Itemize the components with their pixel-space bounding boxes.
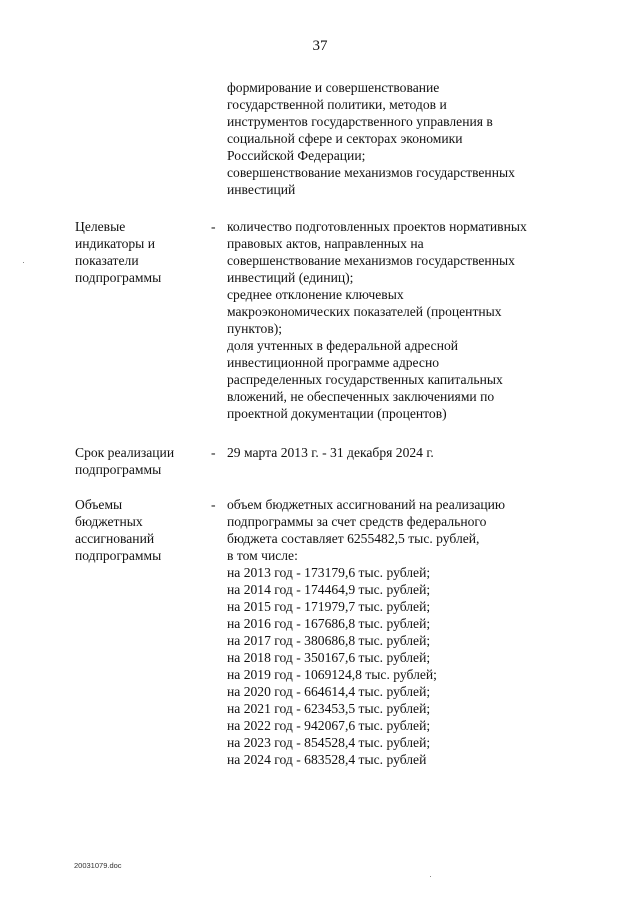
- section-value-indicators: [227, 218, 572, 422]
- label-line: индикаторы и: [75, 236, 155, 251]
- year-amount-line: на 2016 год - 167686,8 тыс. рублей;: [227, 616, 431, 631]
- label-line: Объемы: [75, 497, 123, 512]
- value-line: инвестиций (единиц);: [227, 270, 354, 285]
- year-amount-line: на 2021 год - 623453,5 тыс. рублей;: [227, 701, 431, 716]
- value-line: бюджета составляет 6255482,5 тыс. рублей,: [227, 531, 480, 546]
- intro-line: формирование и совершенствование: [227, 80, 440, 95]
- intro-line: социальной сфере и секторах экономики: [227, 131, 463, 146]
- label-line: подпрограммы: [75, 270, 162, 285]
- value-line: совершенствование механизмов государственных: [227, 253, 515, 268]
- intro-line: инвестиций: [227, 182, 296, 197]
- intro-line: государственной политики, методов и: [227, 97, 447, 112]
- value-line: пунктов);: [227, 321, 283, 336]
- year-amount-line: на 2022 год - 942067,6 тыс. рублей;: [227, 718, 431, 733]
- value-line: правовых актов, направленных на: [227, 236, 424, 251]
- page-number: 37: [312, 38, 328, 54]
- label-line: подпрограммы: [75, 462, 162, 477]
- year-amount-line: на 2018 год - 350167,6 тыс. рублей;: [227, 650, 431, 665]
- section-dash: -: [211, 219, 216, 234]
- value-line: 29 марта 2013 г. - 31 декабря 2024 г.: [227, 445, 434, 460]
- value-line: подпрограммы за счет средств федерального: [227, 514, 487, 529]
- label-line: бюджетных: [75, 514, 143, 529]
- value-line: инвестиционной программе адресно: [227, 355, 440, 370]
- section-value-budget: [227, 496, 572, 768]
- scan-speck: [23, 262, 24, 263]
- value-line: объем бюджетных ассигнований на реализацию: [227, 497, 506, 512]
- value-line: проектной документации (процентов): [227, 406, 447, 421]
- label-line: показатели: [75, 253, 139, 268]
- value-line: макроэкономических показателей (процентных: [227, 304, 502, 319]
- year-amount-line: на 2024 год - 683528,4 тыс. рублей: [227, 752, 427, 767]
- year-amount-line: на 2015 год - 171979,7 тыс. рублей;: [227, 599, 431, 614]
- scan-speck: [430, 876, 431, 877]
- intro-line: совершенствование механизмов государственных: [227, 165, 515, 180]
- section-dash: -: [211, 497, 216, 512]
- footer-filename: 20031079.doc: [74, 861, 122, 870]
- year-amount-line: на 2017 год - 380686,8 тыс. рублей;: [227, 633, 431, 648]
- section-label-period: [75, 444, 210, 478]
- year-amount-line: на 2023 год - 854528,4 тыс. рублей;: [227, 735, 431, 750]
- label-line: Целевые: [75, 219, 126, 234]
- section-label-indicators: [75, 218, 210, 286]
- label-line: подпрограммы: [75, 548, 162, 563]
- year-amount-line: на 2014 год - 174464,9 тыс. рублей;: [227, 582, 431, 597]
- label-line: Срок реализации: [75, 445, 175, 460]
- intro-line: Российской Федерации;: [227, 148, 366, 163]
- section-value-period: [227, 444, 572, 461]
- value-line: вложений, не обеспеченных заключениями по: [227, 389, 495, 404]
- value-line: доля учтенных в федеральной адресной: [227, 338, 459, 353]
- intro-paragraph: [227, 79, 572, 198]
- value-line: количество подготовленных проектов нормативных: [227, 219, 527, 234]
- value-line: распределенных государственных капитальных: [227, 372, 503, 387]
- year-amount-line: на 2019 год - 1069124,8 тыс. рублей;: [227, 667, 437, 682]
- section-label-budget: [75, 496, 210, 564]
- intro-line: инструментов государственного управления в: [227, 114, 493, 129]
- value-line: в том числе:: [227, 548, 298, 563]
- label-line: ассигнований: [75, 531, 155, 546]
- value-line: среднее отклонение ключевых: [227, 287, 404, 302]
- section-dash: -: [211, 445, 216, 460]
- year-amount-line: на 2020 год - 664614,4 тыс. рублей;: [227, 684, 431, 699]
- year-amount-line: на 2013 год - 173179,6 тыс. рублей;: [227, 565, 431, 580]
